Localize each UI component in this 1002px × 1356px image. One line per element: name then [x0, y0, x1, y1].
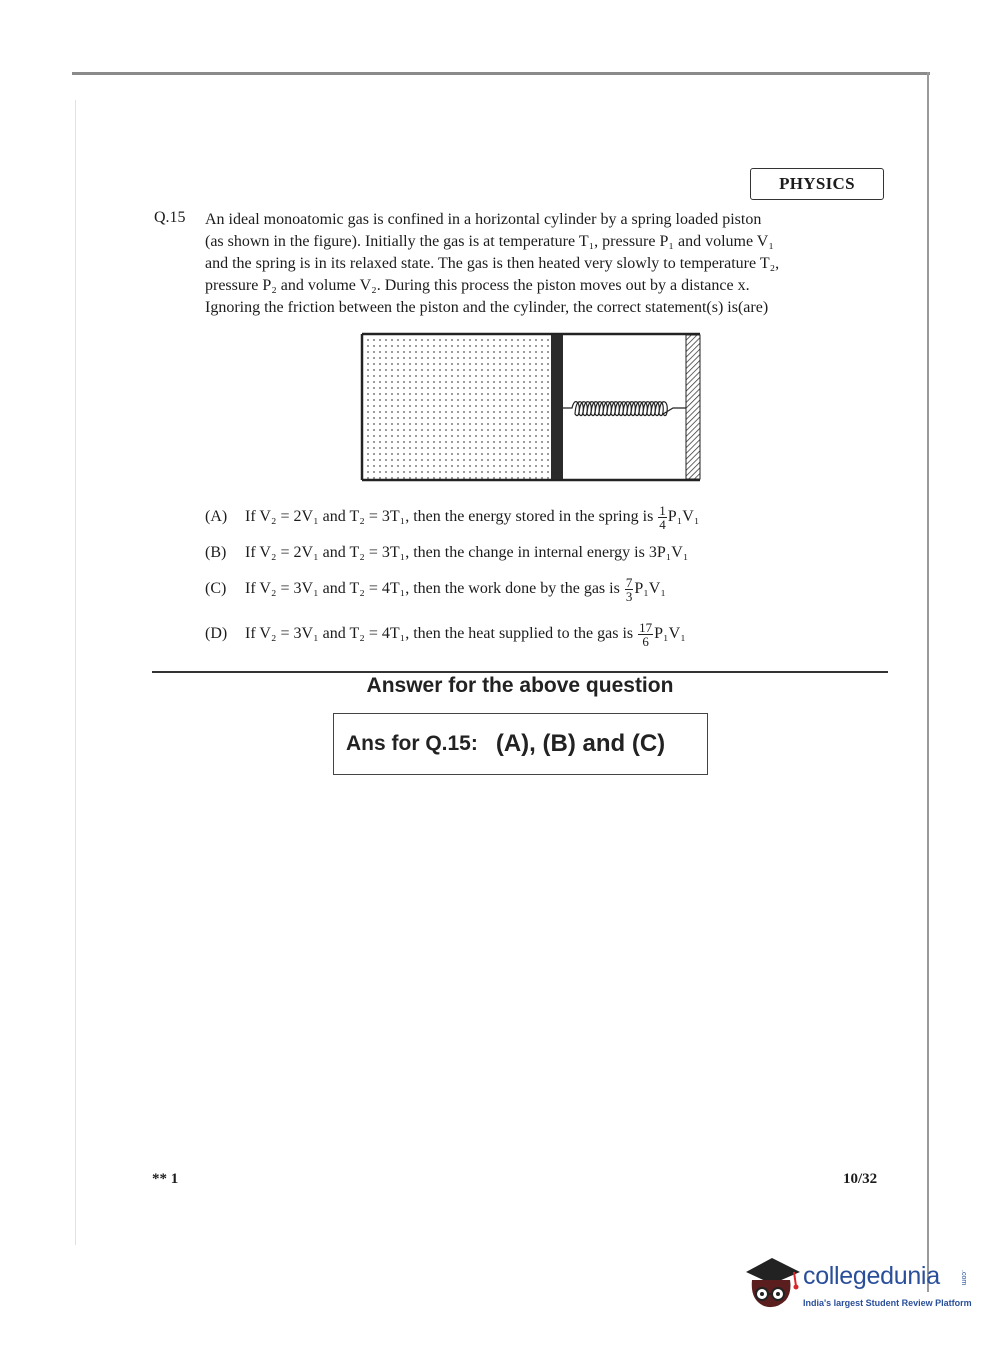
answer-divider: [152, 671, 888, 673]
answer-box: [333, 713, 708, 775]
spring: [563, 402, 686, 416]
page-right-rule: [927, 72, 929, 1292]
option-a: [205, 504, 699, 531]
question-line: and the spring is in its relaxed state. The gas is then heated very slowly to temperature T₂,: [205, 255, 780, 272]
question-number: Q.15: [154, 209, 186, 226]
question-line: Ignoring the friction between the piston and the cylinder, the correct statement(s) is(are): [205, 299, 769, 316]
piston: [551, 335, 563, 479]
answer-heading: Answer for the above question: [366, 674, 674, 697]
option-tail: P₁V₁: [667, 508, 700, 526]
option-label: (B): [205, 544, 227, 561]
page-left-rule: [75, 100, 76, 1245]
page-number: 10/32: [843, 1171, 878, 1187]
answer-label: Ans for Q.15:: [346, 732, 478, 755]
question-text: [205, 209, 887, 319]
option-fraction: $\frac{1}{4}$: [659, 503, 666, 532]
brand-tagline: India's largest Student Review Platform: [803, 1298, 972, 1308]
option-tail: P₁V₁: [634, 580, 666, 598]
option-tail: P₁V₁: [654, 625, 686, 643]
option-text: If V₂ = 3V₁ and T₂ = 4T₁, then the heat supplied to the gas is: [245, 625, 634, 643]
mascot-icon: [742, 1250, 804, 1312]
option-text: If V₂ = 2V₁ and T₂ = 3T₁, then the change in internal energy is 3P₁V₁: [245, 544, 689, 561]
question-line: An ideal monoatomic gas is confined in a horizontal cylinder by a spring loaded piston: [205, 211, 762, 228]
cylinder-diagram: [360, 332, 705, 484]
brand-name: collegedunia: [803, 1262, 940, 1290]
brand-domain: .com: [960, 1270, 967, 1286]
collegedunia-logo-icon: [742, 1250, 804, 1316]
option-text: If V₂ = 2V₁ and T₂ = 3T₁, then the energy stored in the spring is: [245, 508, 654, 526]
option-d: [205, 621, 686, 648]
gas-region: [363, 335, 551, 479]
question-line: pressure P₂ and volume V₂. During this process the piston moves out by a distance x.: [205, 277, 750, 294]
question-line: (as shown in the figure). Initially the gas is at temperature T₁, pressure P₁ and volume V₁: [205, 233, 774, 250]
cylinder-figure: [360, 332, 705, 488]
option-fraction: $\frac{17}{6}$: [639, 620, 653, 649]
page-top-rule: [72, 72, 930, 75]
option-b: [205, 543, 688, 563]
option-label: (A): [205, 508, 228, 526]
option-text: If V₂ = 3V₁ and T₂ = 4T₁, then the work done by the gas is: [245, 580, 620, 598]
footer-code: ** 1: [152, 1171, 179, 1187]
option-label: (D): [205, 625, 228, 643]
option-label: (C): [205, 580, 227, 598]
answer-value: (A), (B) and (C): [495, 730, 666, 757]
option-fraction: $\frac{7}{3}$: [625, 575, 633, 604]
option-c: [205, 576, 666, 603]
fixed-wall: [686, 335, 700, 479]
subject-badge: PHYSICS: [750, 168, 884, 200]
